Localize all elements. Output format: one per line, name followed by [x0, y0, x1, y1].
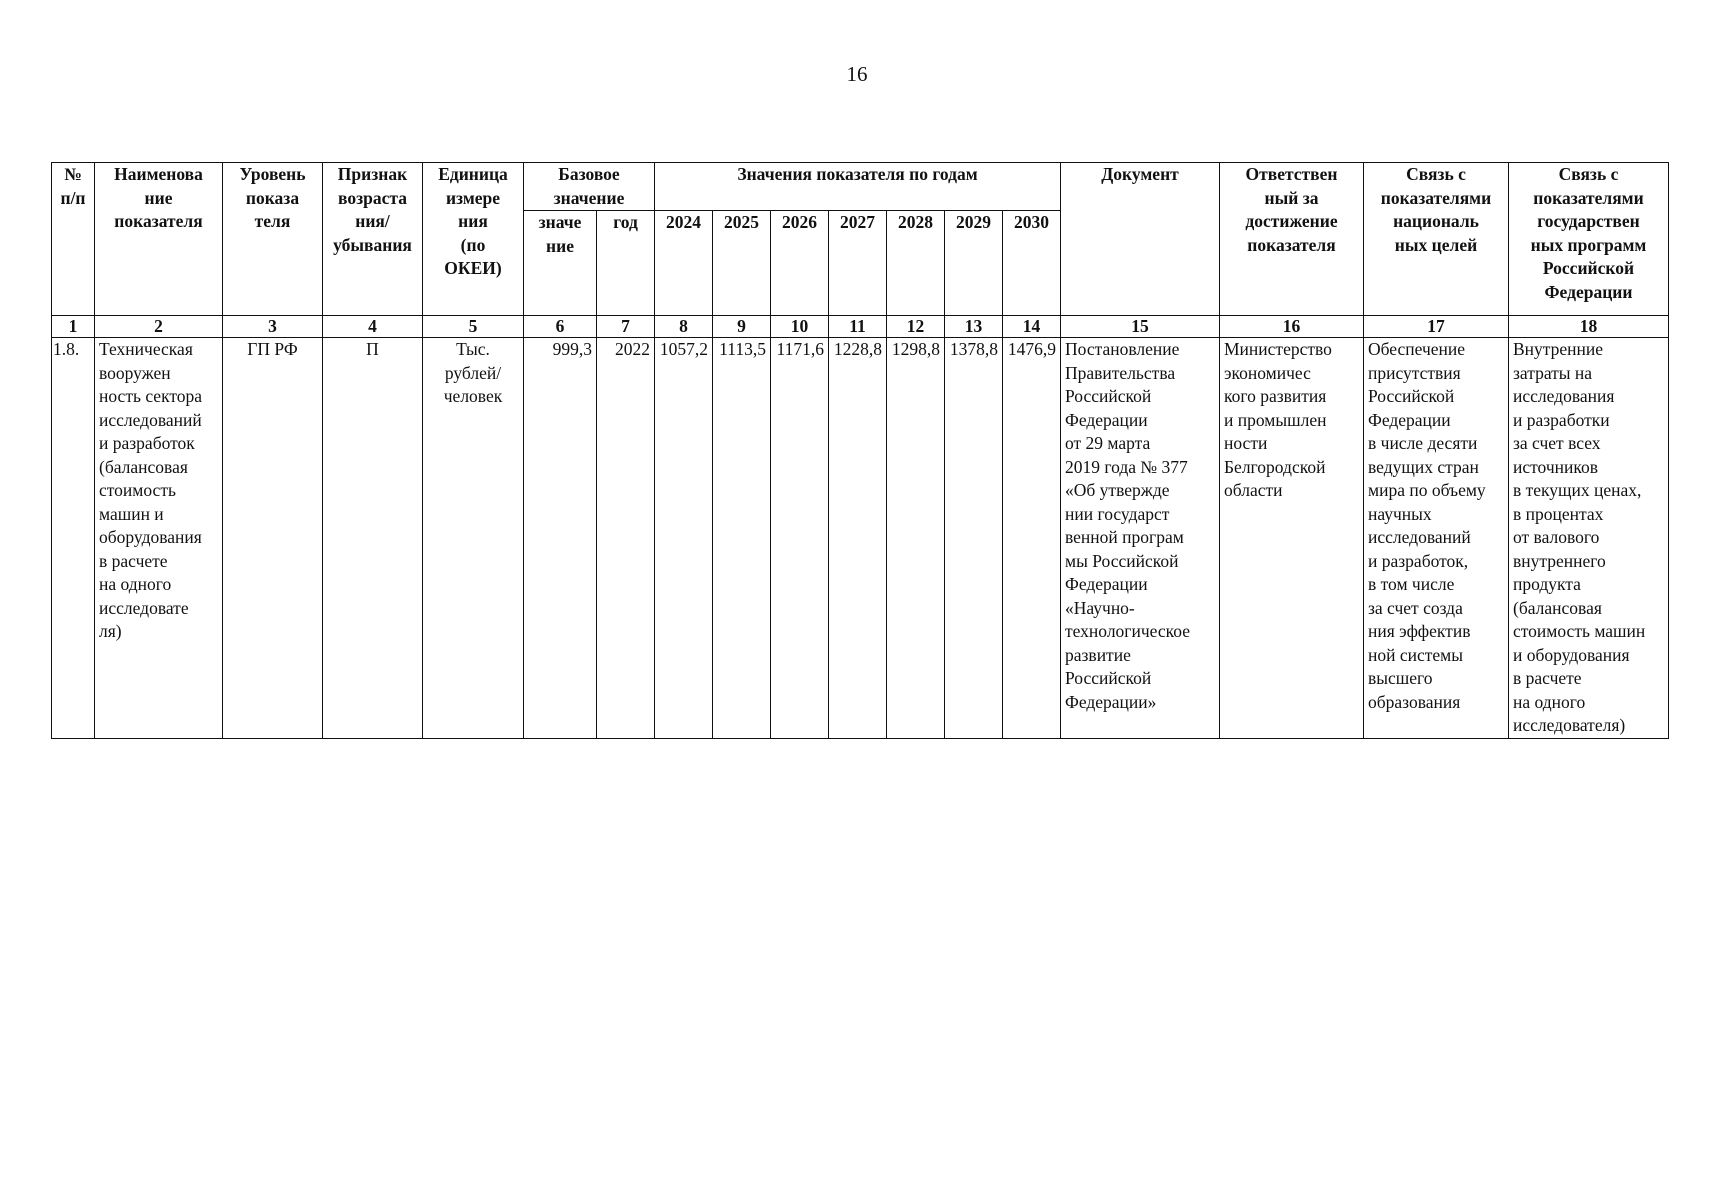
cell-level: ГП РФ — [223, 338, 323, 739]
column-number: 5 — [423, 316, 524, 338]
column-number: 8 — [655, 316, 713, 338]
cell-number: 1.8. — [52, 338, 95, 739]
cell-document: Постановление Правительства Российской Федерации от 29 марта 2019 года № 377 «Об утвержде нии государст венной програм мы Российской Федерации «Научно- технологическое развитие Российской Федерации» — [1061, 338, 1220, 739]
column-number: 18 — [1509, 316, 1669, 338]
cell-value-2025: 1113,5 — [713, 338, 771, 739]
header-col-national-goals: Связь с показателями националь ных целей — [1364, 163, 1509, 316]
column-number: 12 — [887, 316, 945, 338]
column-number: 3 — [223, 316, 323, 338]
column-number: 11 — [829, 316, 887, 338]
cell-value-2028: 1298,8 — [887, 338, 945, 739]
column-number: 10 — [771, 316, 829, 338]
cell-indicator-name: Техническая вооружен ность сектора исследований и разработок (балансовая стоимость машин и оборудования в расчете на одного исследовате ля) — [95, 338, 223, 739]
page-number: 16 — [846, 62, 868, 86]
header-year: 2024 — [655, 211, 713, 316]
header-year: 2025 — [713, 211, 771, 316]
header-year: 2030 — [1003, 211, 1061, 316]
header-year: 2029 — [945, 211, 1003, 316]
column-number: 4 — [323, 316, 423, 338]
header-col-document: Документ — [1061, 163, 1220, 316]
column-number: 7 — [597, 316, 655, 338]
column-number: 2 — [95, 316, 223, 338]
cell-value-2029: 1378,8 — [945, 338, 1003, 739]
cell-value-2027: 1228,8 — [829, 338, 887, 739]
cell-base-value: 999,3 — [524, 338, 597, 739]
cell-base-year: 2022 — [597, 338, 655, 739]
header-base-year: год — [597, 211, 655, 316]
cell-responsible: Министерство экономичес кого развития и промышлен ности Белгородской области — [1220, 338, 1364, 739]
table-row — [52, 338, 1669, 739]
column-number: 15 — [1061, 316, 1220, 338]
cell-sign: П — [323, 338, 423, 739]
column-number: 16 — [1220, 316, 1364, 338]
cell-unit: Тыс. рублей/ человек — [423, 338, 524, 739]
header-col-number: № п/п — [52, 163, 95, 316]
cell-state-programs: Внутренние затраты на исследования и разработки за счет всех источников в текущих ценах, в процентах от валового внутреннего продукта (балансовая стоимость машин и оборудования в расчете на одного исследователя) — [1509, 338, 1669, 739]
header-year: 2026 — [771, 211, 829, 316]
header-col-responsible: Ответствен ный за достижение показателя — [1220, 163, 1364, 316]
column-number: 13 — [945, 316, 1003, 338]
indicators-table — [51, 162, 1669, 739]
header-col-name: Наименова ние показателя — [95, 163, 223, 316]
header-col-level: Уровень показа теля — [223, 163, 323, 316]
header-base-group: Базовое значение — [524, 163, 655, 211]
cell-value-2024: 1057,2 — [655, 338, 713, 739]
column-number: 17 — [1364, 316, 1509, 338]
header-base-value: значе ние — [524, 211, 597, 316]
cell-value-2030: 1476,9 — [1003, 338, 1061, 739]
column-number: 9 — [713, 316, 771, 338]
column-number: 1 — [52, 316, 95, 338]
header-col-sign: Признак возраста ния/ убывания — [323, 163, 423, 316]
header-row-1 — [52, 163, 1669, 211]
column-number: 6 — [524, 316, 597, 338]
header-year: 2028 — [887, 211, 945, 316]
header-col-unit: Единица измере ния (по ОКЕИ) — [423, 163, 524, 316]
header-years-group: Значения показателя по годам — [655, 163, 1061, 211]
cell-national-goals: Обеспечение присутствия Российской Федерации в числе десяти ведущих стран мира по объему научных исследований и разработок, в том числе за счет созда ния эффектив ной системы высшего образования — [1364, 338, 1509, 739]
column-number: 14 — [1003, 316, 1061, 338]
header-col-state-programs: Связь с показателями государствен ных программ Российской Федерации — [1509, 163, 1669, 316]
cell-value-2026: 1171,6 — [771, 338, 829, 739]
column-number-row — [52, 316, 1669, 338]
header-year: 2027 — [829, 211, 887, 316]
